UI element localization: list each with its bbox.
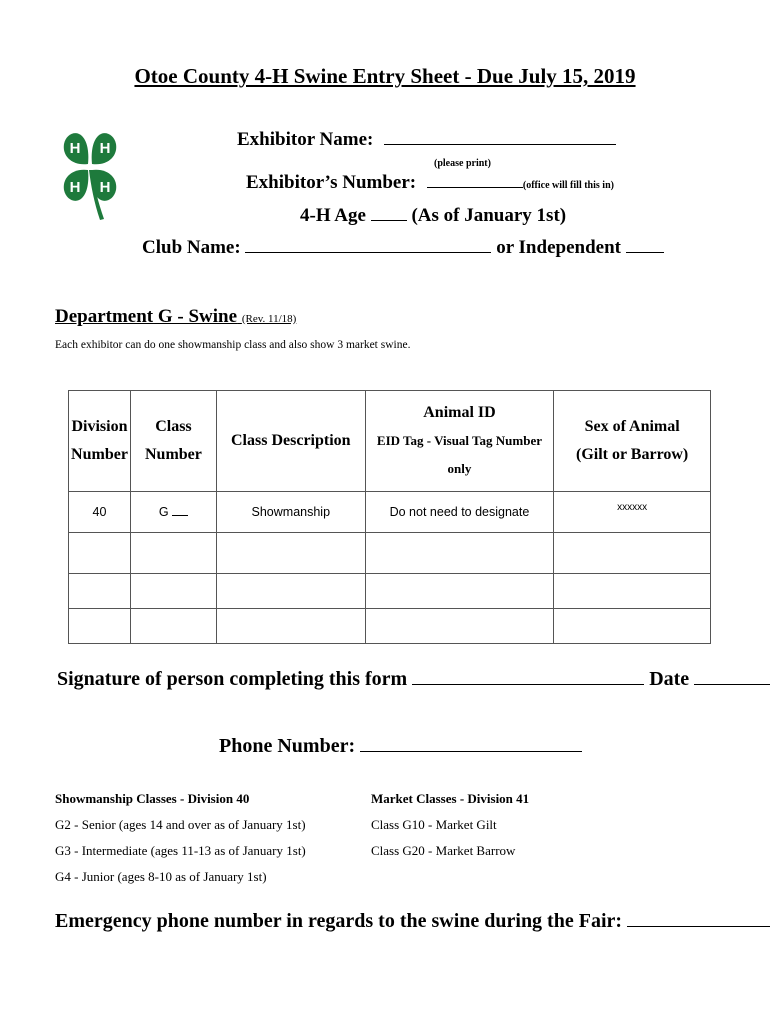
table-row: [69, 492, 711, 533]
table-row: [69, 574, 711, 609]
clover-letter: H: [69, 140, 81, 157]
division-header: Division Number: [69, 391, 131, 492]
exhibitor-name-field[interactable]: [384, 144, 616, 145]
description-cell[interactable]: [216, 574, 365, 609]
description-cell[interactable]: [216, 533, 365, 574]
animal-id-cell[interactable]: [365, 609, 554, 644]
list-item: G2 - Senior (ages 14 and over as of January 1st): [55, 817, 306, 832]
please-print-note: (please print): [434, 158, 491, 169]
four-leaf-clover-icon: [58, 126, 122, 222]
age-row: [300, 205, 566, 227]
independent-label: or Independent: [496, 237, 621, 258]
table-header-row: [69, 391, 711, 492]
phone-label: Phone Number:: [219, 735, 356, 757]
table-row: [69, 609, 711, 644]
signature-field[interactable]: [412, 684, 644, 685]
office-note: (office will fill this in): [522, 180, 614, 191]
description-cell[interactable]: [216, 609, 365, 644]
clover-letter: H: [99, 179, 111, 196]
revision-note: (Rev. 11/18): [241, 313, 297, 325]
animal-id-header: Animal ID EID Tag - Visual Tag Number only: [365, 391, 554, 492]
emergency-label: Emergency phone number in regards to the swine during the Fair:: [55, 910, 623, 932]
class-cell[interactable]: [130, 574, 216, 609]
age-label: 4-H Age: [300, 205, 366, 226]
signature-row: [57, 668, 770, 691]
exhibitor-number-row: [246, 172, 614, 194]
department-title: Department G - Swine (Rev. 11/18): [55, 306, 297, 327]
page-title: Otoe County 4-H Swine Entry Sheet - Due July 15, 2019: [134, 64, 636, 88]
class-cell[interactable]: G: [130, 492, 216, 533]
signature-label: Signature of person completing this form: [57, 668, 408, 690]
phone-field[interactable]: [360, 751, 582, 752]
table-row: [69, 533, 711, 574]
division-cell[interactable]: [69, 533, 131, 574]
description-cell: Showmanship: [216, 492, 365, 533]
clover-letter: H: [99, 140, 111, 157]
exhibitor-name-label: Exhibitor Name:: [237, 129, 374, 150]
department-note: Each exhibitor can do one showmanship class and also show 3 market swine.: [55, 339, 411, 351]
class-cell[interactable]: [130, 533, 216, 574]
list-item: G4 - Junior (ages 8-10 as of January 1st): [55, 869, 267, 884]
phone-row: [219, 735, 582, 758]
club-name-field[interactable]: [245, 252, 491, 253]
exhibitor-number-label: Exhibitor’s Number:: [246, 172, 417, 193]
clover-letter: H: [69, 179, 81, 196]
emergency-row: [55, 910, 770, 933]
division-cell: 40: [69, 492, 131, 533]
animal-id-cell[interactable]: [365, 533, 554, 574]
emergency-phone-field[interactable]: [627, 926, 770, 927]
entry-table: [68, 390, 711, 644]
showmanship-classes: [55, 786, 306, 890]
animal-id-cell[interactable]: [365, 574, 554, 609]
exhibitor-name-row: [237, 129, 616, 151]
date-field[interactable]: [694, 684, 770, 685]
list-item: Class G10 - Market Gilt: [371, 817, 497, 832]
market-heading: Market Classes - Division 41: [371, 791, 530, 806]
exhibitor-number-field[interactable]: [427, 187, 523, 188]
division-cell[interactable]: [69, 609, 131, 644]
showmanship-heading: Showmanship Classes - Division 40: [55, 791, 250, 806]
division-cell[interactable]: [69, 574, 131, 609]
sex-cell[interactable]: [554, 574, 711, 609]
class-header: Class Number: [130, 391, 216, 492]
independent-field[interactable]: [626, 252, 664, 253]
animal-id-cell: Do not need to designate: [365, 492, 554, 533]
club-label: Club Name:: [142, 237, 241, 258]
class-cell[interactable]: [130, 609, 216, 644]
club-row: [142, 237, 664, 259]
list-item: G3 - Intermediate (ages 11-13 as of January 1st): [55, 843, 306, 858]
sex-cell[interactable]: [554, 533, 711, 574]
description-header: Class Description: [216, 391, 365, 492]
sex-cell[interactable]: [554, 609, 711, 644]
date-label: Date: [649, 668, 690, 690]
sex-cell: xxxxxx: [554, 492, 711, 533]
list-item: Class G20 - Market Barrow: [371, 843, 516, 858]
age-note: (As of January 1st): [411, 205, 567, 226]
market-classes: [371, 786, 529, 864]
sex-header: Sex of Animal (Gilt or Barrow): [554, 391, 711, 492]
age-field[interactable]: [371, 220, 407, 221]
